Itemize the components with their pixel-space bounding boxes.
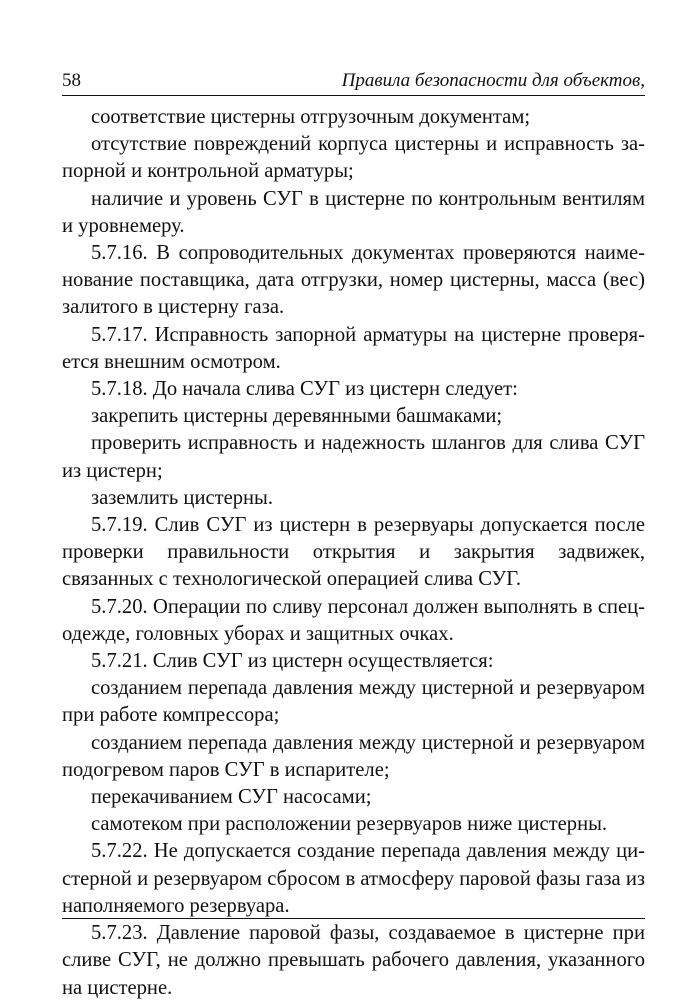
paragraph: 5.7.16. В сопроводительных документах проверяются наименование поставщика, дата отгрузки, номер цистерны, масса (вес) залитого в цистерну газа. bbox=[62, 242, 645, 319]
paragraph: созданием перепада давления между цистерной и резервуаром подогревом паров СУГ в испарителе; bbox=[62, 731, 645, 781]
page-number: 58 bbox=[62, 70, 81, 91]
paragraph: 5.7.21. Слив СУГ из цистерн осуществляется: bbox=[91, 650, 494, 673]
running-title: Правила безопасности для объектов, bbox=[341, 70, 645, 91]
body-text bbox=[62, 104, 645, 1002]
paragraph: созданием перепада давления между цистерной и резервуаром при работе компрессора; bbox=[62, 677, 645, 727]
paragraph: 5.7.20. Операции по сливу персонал должен выполнять в спецодежде, головных уборах и защитных очках. bbox=[62, 595, 645, 645]
document-page bbox=[62, 70, 645, 1002]
paragraph: перекачиванием СУГ насосами; bbox=[91, 786, 372, 809]
paragraph: 5.7.17. Исправность запорной арматуры на цистерне проверяется внешним осмотром. bbox=[62, 323, 645, 373]
paragraph: наличие и уровень СУГ в цистерне по контрольным вентилям и уровнемеру. bbox=[62, 187, 645, 237]
paragraph: самотеком при расположении резервуаров ниже цистерны. bbox=[91, 813, 608, 836]
paragraph: 5.7.18. До начала слива СУГ из цистерн следует: bbox=[91, 378, 518, 401]
paragraph: отсутствие повреждений корпуса цистерны и исправность запорной и контрольной арматуры; bbox=[62, 133, 645, 183]
page-header bbox=[62, 70, 645, 96]
footer-rule bbox=[62, 918, 645, 919]
paragraph: 5.7.23. Давление паровой фазы, создаваемое в цистерне при сливе СУГ, не должно превышать рабочего давления, указанного на цистерне. bbox=[62, 922, 645, 999]
paragraph: 5.7.22. Не допускается создание перепада давления между цистерной и резервуаром сбросом в атмосферу паровой фазы газа из наполняемого резервуара. bbox=[62, 840, 645, 917]
paragraph: 5.7.19. Слив СУГ из цистерн в резервуары допускается после проверки правильности открытия и закрытия задвижек, связанных с технологической операцией слива СУГ. bbox=[62, 514, 645, 591]
paragraph: закрепить цистерны деревянными башмаками; bbox=[91, 405, 503, 428]
paragraph: соответствие цистерны отгрузочным документам; bbox=[91, 106, 531, 128]
paragraph: проверить исправность и надежность шлангов для слива СУГ из цистерн; bbox=[62, 432, 645, 482]
paragraph: заземлить цистерны. bbox=[91, 486, 274, 509]
